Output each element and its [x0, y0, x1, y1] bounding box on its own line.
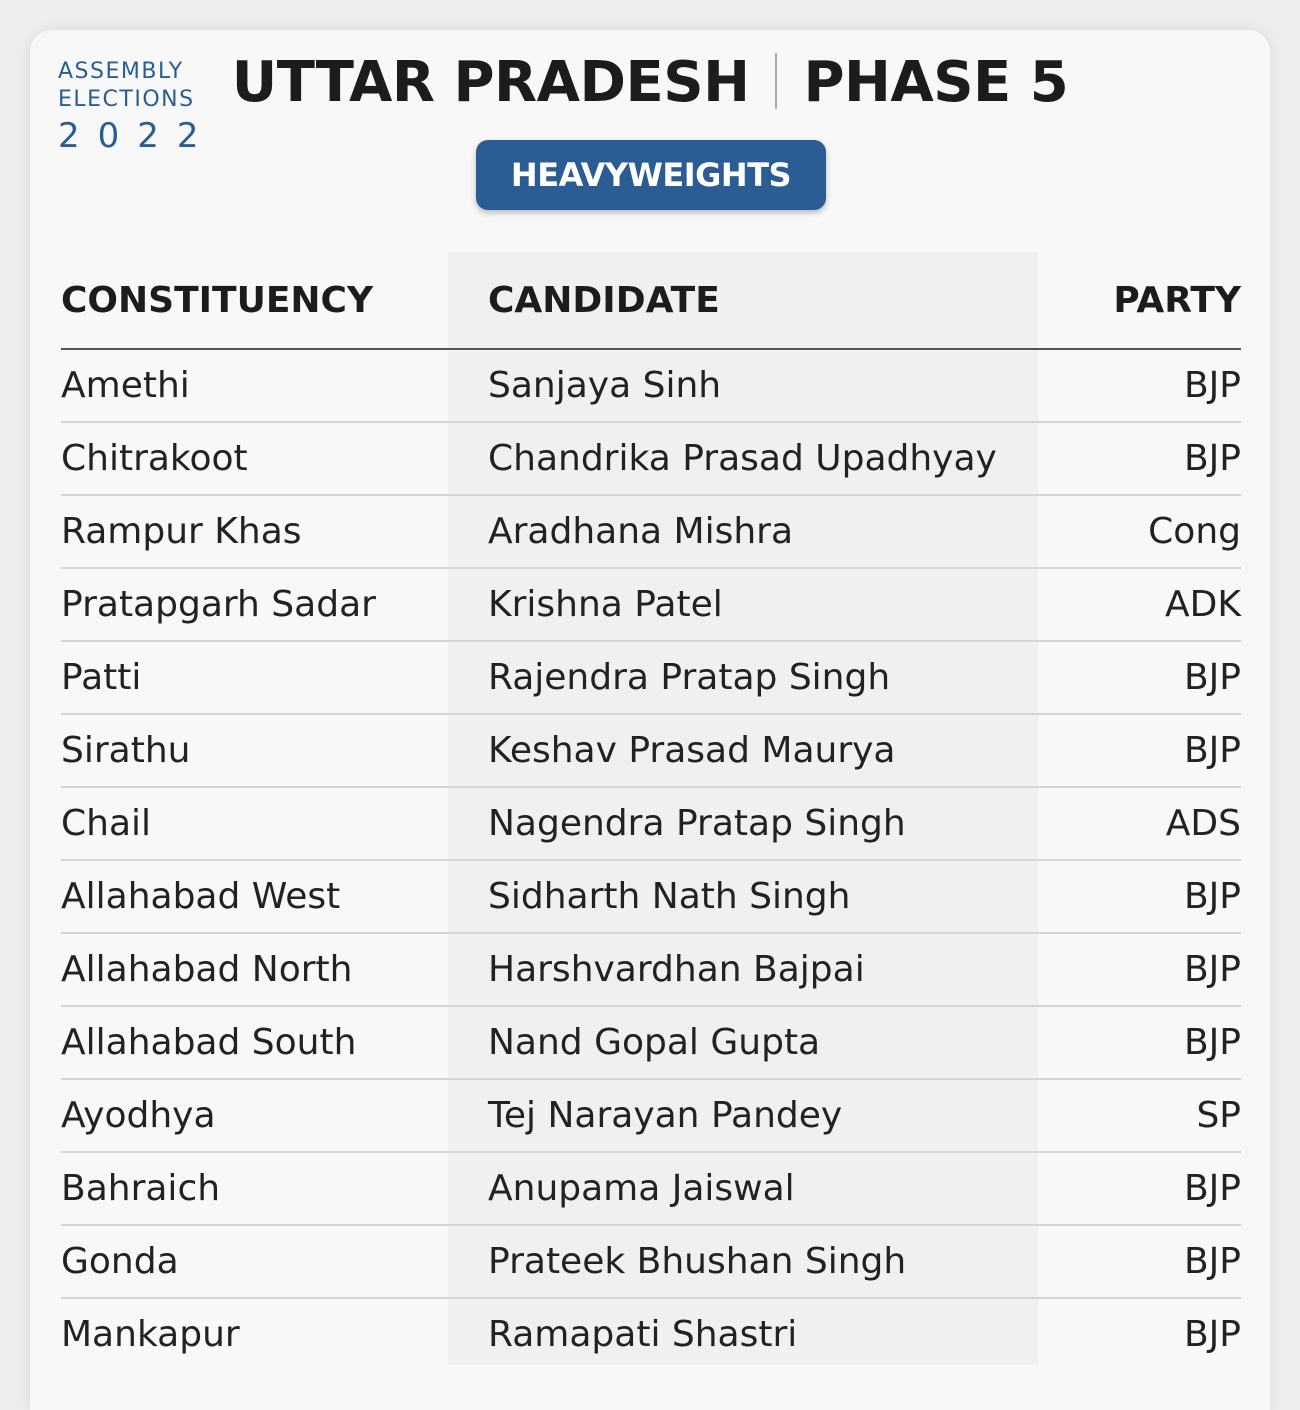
header-constituency: CONSTITUENCY [61, 252, 488, 349]
cell-candidate: Chandrika Prasad Upadhyay [488, 422, 1078, 495]
cell-constituency: Allahabad South [61, 1006, 488, 1079]
cell-constituency: Allahabad North [61, 933, 488, 1006]
table-header-row [61, 252, 1241, 349]
title-divider [775, 53, 777, 109]
page-title [30, 50, 1270, 115]
cell-constituency: Chitrakoot [61, 422, 488, 495]
table-row [61, 349, 1241, 422]
cell-party: SP [1078, 1079, 1241, 1152]
cell-constituency: Ayodhya [61, 1079, 488, 1152]
table-row [61, 422, 1241, 495]
cell-constituency: Mankapur [61, 1314, 240, 1355]
header-candidate: CANDIDATE [488, 252, 1078, 349]
cell-party: ADS [1078, 787, 1241, 860]
cell-party: BJP [1078, 641, 1241, 714]
cell-candidate: Rajendra Pratap Singh [488, 641, 1078, 714]
cell-constituency: Patti [61, 641, 488, 714]
table-row [61, 641, 1241, 714]
cell-candidate: Ramapati Shastri [488, 1314, 798, 1355]
cell-candidate: Sanjaya Sinh [488, 349, 1078, 422]
cell-constituency: Gonda [61, 1225, 488, 1298]
cell-candidate: Tej Narayan Pandey [488, 1079, 1078, 1152]
table-row [61, 495, 1241, 568]
cell-constituency: Allahabad West [61, 860, 488, 933]
cell-party: BJP [1078, 933, 1241, 1006]
cell-party: BJP [1078, 422, 1241, 495]
cell-constituency: Pratapgarh Sadar [61, 568, 488, 641]
badge-line-elections: ELECTIONS [58, 87, 195, 112]
cell-constituency: Chail [61, 787, 488, 860]
badge-line-assembly: ASSEMBLY [58, 59, 184, 84]
cell-candidate: Harshvardhan Bajpai [488, 933, 1078, 1006]
cell-constituency: Rampur Khas [61, 495, 488, 568]
cell-candidate: Nand Gopal Gupta [488, 1006, 1078, 1079]
table-row [61, 1225, 1241, 1298]
table-row [61, 860, 1241, 933]
cell-candidate: Aradhana Mishra [488, 495, 1078, 568]
cell-candidate: Krishna Patel [488, 568, 1078, 641]
cell-candidate: Anupama Jaiswal [488, 1152, 1078, 1225]
table-row [61, 933, 1241, 1006]
cell-constituency: Sirathu [61, 714, 488, 787]
cell-party: BJP [1078, 714, 1241, 787]
cell-constituency: Bahraich [61, 1152, 488, 1225]
cell-party: Cong [1078, 495, 1241, 568]
infographic-card [30, 30, 1270, 1410]
cell-candidate: Keshav Prasad Maurya [488, 714, 1078, 787]
cell-party: BJP [1078, 1006, 1241, 1079]
header-party: PARTY [1078, 252, 1241, 349]
title-phase: PHASE 5 [803, 50, 1069, 115]
candidates-table [61, 252, 1241, 1370]
cell-party: BJP [1183, 1314, 1241, 1355]
cell-candidate: Nagendra Pratap Singh [488, 787, 1078, 860]
table-row [61, 568, 1241, 641]
badge-year: 2022 [58, 116, 217, 156]
table-row [61, 1006, 1241, 1079]
table-row [61, 787, 1241, 860]
cell-candidate: Prateek Bhushan Singh [488, 1225, 1078, 1298]
cell-party: BJP [1078, 1225, 1241, 1298]
table-row [61, 1298, 1241, 1370]
cell-party: BJP [1078, 860, 1241, 933]
table-row [61, 1079, 1241, 1152]
heavyweights-label: HEAVYWEIGHTS [476, 140, 826, 210]
cell-party: BJP [1078, 349, 1241, 422]
cell-constituency: Amethi [61, 349, 488, 422]
cell-candidate: Sidharth Nath Singh [488, 860, 1078, 933]
cell-party: ADK [1078, 568, 1241, 641]
title-state: UTTAR PRADESH [231, 50, 750, 115]
cell-party: BJP [1078, 1152, 1241, 1225]
table-row [61, 1152, 1241, 1225]
table-row [61, 714, 1241, 787]
